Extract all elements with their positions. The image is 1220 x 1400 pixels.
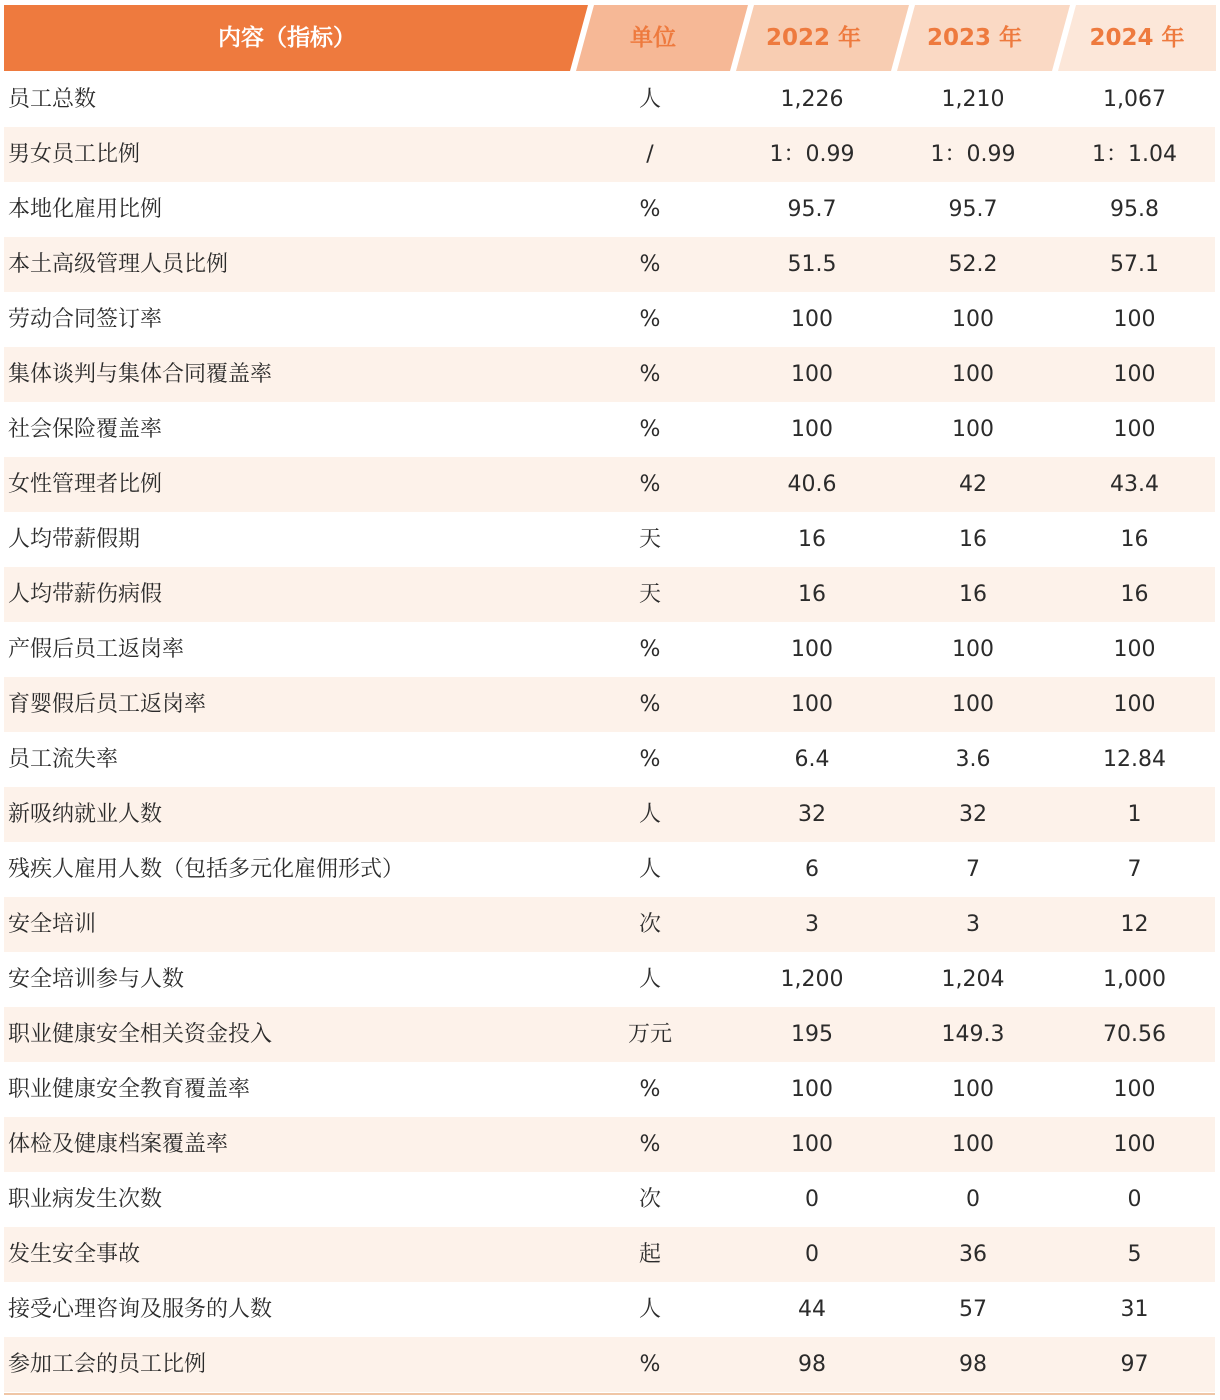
row-unit: % bbox=[639, 637, 661, 662]
row-unit: 人 bbox=[638, 87, 661, 112]
header-unit: 单位 bbox=[630, 25, 676, 51]
table-header bbox=[0, 0, 1220, 72]
table-row bbox=[4, 1062, 1215, 1117]
row-value-2022: 100 bbox=[791, 1132, 833, 1157]
row-value-2023: 1,210 bbox=[941, 87, 1005, 112]
table-row bbox=[4, 1337, 1215, 1392]
table-row bbox=[4, 732, 1215, 787]
row-value-2024: 100 bbox=[1113, 1132, 1156, 1157]
table-row bbox=[4, 1172, 1215, 1227]
row-unit: % bbox=[639, 362, 661, 387]
table-row bbox=[4, 402, 1215, 457]
row-value-2022: 32 bbox=[798, 802, 826, 827]
row-value-2024: 100 bbox=[1113, 692, 1156, 717]
row-value-2022: 6.4 bbox=[794, 747, 830, 772]
row-indicator-name: 社会保险覆盖率 bbox=[8, 417, 163, 442]
row-unit: 次 bbox=[638, 912, 661, 937]
table-row bbox=[4, 72, 1215, 127]
row-value-2022: 16 bbox=[798, 582, 826, 607]
header-indicator: 内容（指标） bbox=[218, 25, 356, 51]
table-row bbox=[4, 1282, 1215, 1337]
row-unit: % bbox=[639, 197, 661, 222]
row-value-2024: 100 bbox=[1113, 637, 1156, 662]
table-row bbox=[4, 237, 1215, 292]
row-value-2024: 1,067 bbox=[1103, 87, 1166, 112]
row-value-2022: 40.6 bbox=[787, 472, 837, 497]
row-value-2022: 1,226 bbox=[780, 87, 844, 112]
row-value-2024: 12.84 bbox=[1103, 747, 1166, 772]
row-value-2023: 1,204 bbox=[941, 967, 1005, 992]
row-value-2022: 0 bbox=[805, 1187, 819, 1212]
row-value-2023: 100 bbox=[952, 417, 994, 442]
row-indicator-name: 集体谈判与集体合同覆盖率 bbox=[8, 362, 273, 387]
row-value-2022: 1：0.99 bbox=[769, 142, 855, 167]
row-indicator-name: 参加工会的员工比例 bbox=[8, 1352, 207, 1377]
row-indicator-name: 员工总数 bbox=[8, 87, 97, 112]
row-indicator-name: 本地化雇用比例 bbox=[8, 197, 163, 222]
row-value-2022: 100 bbox=[791, 637, 833, 662]
table-row bbox=[4, 182, 1215, 237]
row-value-2022: 195 bbox=[791, 1022, 833, 1047]
row-indicator-name: 接受心理咨询及服务的人数 bbox=[8, 1297, 273, 1322]
row-value-2023: 32 bbox=[959, 802, 987, 827]
row-unit: 起 bbox=[638, 1242, 661, 1267]
row-value-2023: 57 bbox=[959, 1297, 987, 1322]
row-indicator-name: 员工流失率 bbox=[8, 747, 119, 772]
table-bottom-rule bbox=[4, 1393, 1215, 1395]
row-indicator-name: 男女员工比例 bbox=[8, 142, 141, 167]
row-value-2024: 1,000 bbox=[1103, 967, 1166, 992]
row-value-2024: 0 bbox=[1127, 1187, 1142, 1212]
row-indicator-name: 安全培训参与人数 bbox=[8, 967, 185, 992]
row-value-2022: 44 bbox=[798, 1297, 826, 1322]
row-value-2023: 16 bbox=[959, 582, 987, 607]
row-value-2022: 0 bbox=[805, 1242, 819, 1267]
row-value-2024: 16 bbox=[1120, 582, 1149, 607]
row-value-2023: 100 bbox=[952, 692, 994, 717]
row-value-2023: 100 bbox=[952, 637, 994, 662]
row-unit: % bbox=[639, 692, 661, 717]
table-row bbox=[4, 347, 1215, 402]
row-value-2024: 70.56 bbox=[1103, 1022, 1166, 1047]
row-indicator-name: 体检及健康档案覆盖率 bbox=[8, 1132, 229, 1157]
row-value-2023: 98 bbox=[959, 1352, 987, 1377]
row-value-2023: 100 bbox=[952, 1132, 994, 1157]
row-value-2023: 3.6 bbox=[955, 747, 991, 772]
row-indicator-name: 职业健康安全相关资金投入 bbox=[8, 1022, 273, 1047]
row-value-2023: 36 bbox=[959, 1242, 987, 1267]
row-unit: 人 bbox=[638, 857, 661, 882]
row-value-2022: 16 bbox=[798, 527, 826, 552]
row-indicator-name: 发生安全事故 bbox=[8, 1242, 141, 1267]
row-indicator-name: 本土高级管理人员比例 bbox=[8, 252, 229, 277]
row-value-2024: 16 bbox=[1120, 527, 1149, 552]
row-indicator-name: 安全培训 bbox=[8, 912, 97, 937]
table-row bbox=[4, 952, 1215, 1007]
row-unit: 万元 bbox=[627, 1022, 672, 1047]
row-indicator-name: 劳动合同签订率 bbox=[8, 307, 163, 332]
row-unit: % bbox=[639, 472, 661, 497]
row-unit: 人 bbox=[638, 1297, 661, 1322]
row-value-2024: 100 bbox=[1113, 362, 1156, 387]
row-unit: % bbox=[639, 1077, 661, 1102]
table-row bbox=[4, 842, 1215, 897]
row-value-2024: 43.4 bbox=[1110, 472, 1159, 497]
row-indicator-name: 产假后员工返岗率 bbox=[8, 637, 185, 662]
row-value-2023: 0 bbox=[966, 1187, 980, 1212]
table-row bbox=[4, 677, 1215, 732]
row-unit: 人 bbox=[638, 802, 661, 827]
row-indicator-name: 残疾人雇用人数（包括多元化雇佣形式） bbox=[8, 857, 405, 882]
row-unit: % bbox=[639, 307, 661, 332]
row-value-2022: 1,200 bbox=[780, 967, 844, 992]
row-value-2024: 31 bbox=[1120, 1297, 1149, 1322]
row-indicator-name: 职业病发生次数 bbox=[8, 1187, 163, 1212]
row-value-2023: 16 bbox=[959, 527, 987, 552]
row-unit: 天 bbox=[638, 527, 661, 552]
row-unit: 天 bbox=[638, 582, 661, 607]
row-value-2022: 3 bbox=[805, 912, 819, 937]
row-value-2024: 95.8 bbox=[1110, 197, 1159, 222]
row-indicator-name: 人均带薪伤病假 bbox=[8, 582, 163, 607]
row-value-2023: 100 bbox=[952, 1077, 994, 1102]
row-value-2024: 57.1 bbox=[1110, 252, 1159, 277]
row-unit: % bbox=[639, 1352, 661, 1377]
header-2023: 2023 年 bbox=[926, 25, 1023, 51]
row-value-2024: 7 bbox=[1127, 857, 1142, 882]
header-2024: 2024 年 bbox=[1089, 25, 1185, 51]
row-unit: % bbox=[639, 417, 661, 442]
row-value-2023: 52.2 bbox=[948, 252, 998, 277]
row-value-2024: 12 bbox=[1120, 912, 1149, 937]
table-row bbox=[4, 622, 1215, 677]
row-value-2023: 1：0.99 bbox=[930, 142, 1016, 167]
row-unit: / bbox=[646, 142, 654, 167]
row-value-2024: 100 bbox=[1113, 307, 1156, 332]
row-value-2024: 100 bbox=[1113, 417, 1156, 442]
row-value-2024: 97 bbox=[1120, 1352, 1149, 1377]
row-value-2022: 98 bbox=[798, 1352, 826, 1377]
row-value-2022: 100 bbox=[791, 1077, 833, 1102]
row-value-2022: 6 bbox=[805, 857, 819, 882]
row-value-2022: 100 bbox=[791, 362, 833, 387]
row-value-2023: 95.7 bbox=[948, 197, 998, 222]
table-row bbox=[4, 457, 1215, 512]
row-indicator-name: 育婴假后员工返岗率 bbox=[8, 692, 207, 717]
row-value-2023: 42 bbox=[959, 472, 987, 497]
row-value-2023: 7 bbox=[966, 857, 980, 882]
table-row bbox=[4, 567, 1215, 622]
row-value-2022: 100 bbox=[791, 417, 833, 442]
table-row bbox=[4, 127, 1215, 182]
row-unit: 人 bbox=[638, 967, 661, 992]
table-row bbox=[4, 1227, 1215, 1282]
table-row bbox=[4, 1007, 1215, 1062]
header-2022: 2022 年 bbox=[765, 25, 862, 51]
row-value-2024: 100 bbox=[1113, 1077, 1156, 1102]
table-row bbox=[4, 787, 1215, 842]
row-value-2024: 1：1.04 bbox=[1092, 142, 1177, 167]
row-value-2023: 100 bbox=[952, 362, 994, 387]
row-indicator-name: 人均带薪假期 bbox=[8, 527, 141, 552]
row-value-2023: 100 bbox=[952, 307, 994, 332]
row-unit: 次 bbox=[638, 1187, 661, 1212]
row-indicator-name: 职业健康安全教育覆盖率 bbox=[8, 1077, 251, 1102]
row-value-2024: 5 bbox=[1127, 1242, 1142, 1267]
table-row bbox=[4, 897, 1215, 952]
row-unit: % bbox=[639, 747, 661, 772]
row-indicator-name: 新吸纳就业人数 bbox=[8, 802, 163, 827]
row-indicator-name: 女性管理者比例 bbox=[8, 472, 163, 497]
row-value-2024: 1 bbox=[1127, 802, 1142, 827]
table-row bbox=[4, 512, 1215, 567]
row-value-2022: 100 bbox=[791, 307, 833, 332]
row-value-2022: 95.7 bbox=[787, 197, 837, 222]
row-value-2022: 100 bbox=[791, 692, 833, 717]
row-unit: % bbox=[639, 1132, 661, 1157]
table-row bbox=[4, 292, 1215, 347]
table-row bbox=[4, 1117, 1215, 1172]
row-value-2023: 149.3 bbox=[941, 1022, 1005, 1047]
row-value-2023: 3 bbox=[966, 912, 980, 937]
row-unit: % bbox=[639, 252, 661, 277]
row-value-2022: 51.5 bbox=[787, 252, 837, 277]
